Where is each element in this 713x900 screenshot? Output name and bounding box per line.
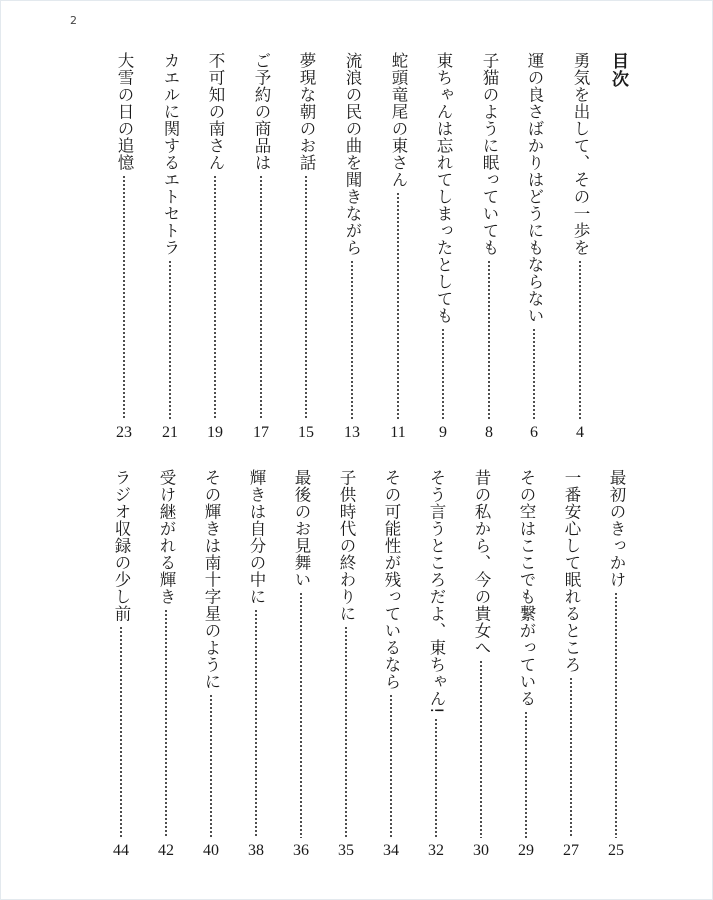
toc-entry-title: 蛇頭竜尾の東さん <box>389 52 408 188</box>
toc-leader-dots <box>259 175 263 420</box>
toc-entry-title: 運の良さばかりはどうにもならない <box>525 52 544 324</box>
toc-entry-page: 42 <box>158 842 174 859</box>
toc-entry-page: 38 <box>248 842 264 859</box>
toc-entry-page: 19 <box>207 424 223 441</box>
toc-entry-title: 勇気を出して、その一歩を <box>571 52 590 256</box>
toc-entry-page: 8 <box>485 424 493 441</box>
toc-entry-title: そう言うところだよ、東ちゃん! <box>427 469 446 715</box>
toc-entry-title: カエルに関するエトセトラ <box>161 52 180 256</box>
toc-leader-dots <box>441 328 445 420</box>
toc-entry-title: ご予約の商品は <box>252 52 271 171</box>
toc-entry-title: 夢現な朝のお話 <box>297 52 316 171</box>
toc-entry-title: その空はここでも繋がっている <box>517 469 536 707</box>
toc-entry-page: 11 <box>390 424 406 441</box>
toc-entry-page: 4 <box>576 424 584 441</box>
toc-leader-dots <box>254 609 258 838</box>
toc-entry-title: その可能性が残っているなら <box>382 469 401 690</box>
toc-entry-title: その輝きは南十字星のように <box>202 469 221 690</box>
toc-entry-title: 大雪の日の追憶 <box>115 52 134 171</box>
toc-entry-title: 最初のきっかけ <box>607 469 626 588</box>
toc-entry-page: 15 <box>298 424 314 441</box>
toc-entry-title: 受け継がれる輝き <box>157 469 176 605</box>
toc-entry-page: 32 <box>428 842 444 859</box>
toc-entry-title: 東ちゃんは忘れてしまったとしても <box>434 52 453 324</box>
toc-entry-page: 30 <box>473 842 489 859</box>
toc-entry-title: 昔の私から、今の貴女へ <box>472 469 491 656</box>
toc-leader-dots <box>209 694 213 838</box>
toc-entry-page: 27 <box>563 842 579 859</box>
toc-leader-dots <box>532 328 536 420</box>
toc-leader-dots <box>389 694 393 838</box>
toc-entry-title: 一番安心して眠れるところ <box>562 469 581 673</box>
toc-leader-dots <box>119 626 123 838</box>
page-number: 2 <box>70 14 77 27</box>
toc-entry-title: 輝きは自分の中に <box>247 469 266 605</box>
toc-leader-dots <box>122 175 126 420</box>
toc-entry-page: 9 <box>439 424 447 441</box>
toc-leader-dots <box>396 192 400 420</box>
toc-entry-title: 子供時代の終わりに <box>337 469 356 622</box>
toc-entry-title: 不可知の南さん <box>206 52 225 171</box>
toc-title: 目次 <box>608 52 628 88</box>
toc-leader-dots <box>164 609 168 838</box>
toc-entry-page: 25 <box>608 842 624 859</box>
toc-leader-dots <box>434 718 438 838</box>
toc-leader-dots <box>569 677 573 838</box>
toc-entry-page: 13 <box>344 424 360 441</box>
toc-leader-dots <box>344 626 348 838</box>
toc-entry-title: 流浪の民の曲を聞きながら <box>343 52 362 256</box>
toc-entry-page: 21 <box>162 424 178 441</box>
toc-leader-dots <box>578 260 582 420</box>
toc-entry-page: 17 <box>253 424 269 441</box>
toc-leader-dots <box>350 260 354 420</box>
toc-entry-page: 40 <box>203 842 219 859</box>
toc-entry-page: 35 <box>338 842 354 859</box>
toc-leader-dots <box>487 260 491 420</box>
toc-leader-dots <box>614 592 618 838</box>
toc-entry-page: 6 <box>530 424 538 441</box>
toc-leader-dots <box>168 260 172 420</box>
toc-leader-dots <box>213 175 217 420</box>
toc-entry-page: 29 <box>518 842 534 859</box>
toc-leader-dots <box>524 711 528 838</box>
toc-entry-page: 44 <box>113 842 129 859</box>
toc-entry-title: 最後のお見舞い <box>292 469 311 588</box>
toc-entry-page: 36 <box>293 842 309 859</box>
toc-entry-page: 34 <box>383 842 399 859</box>
toc-leader-dots <box>479 660 483 838</box>
toc-leader-dots <box>299 592 303 838</box>
toc-entry-page: 23 <box>116 424 132 441</box>
toc-entry-title: ラジオ収録の少し前 <box>112 469 131 622</box>
toc-entry-title: 子猫のように眠っていても <box>480 52 499 256</box>
toc-leader-dots <box>304 175 308 420</box>
